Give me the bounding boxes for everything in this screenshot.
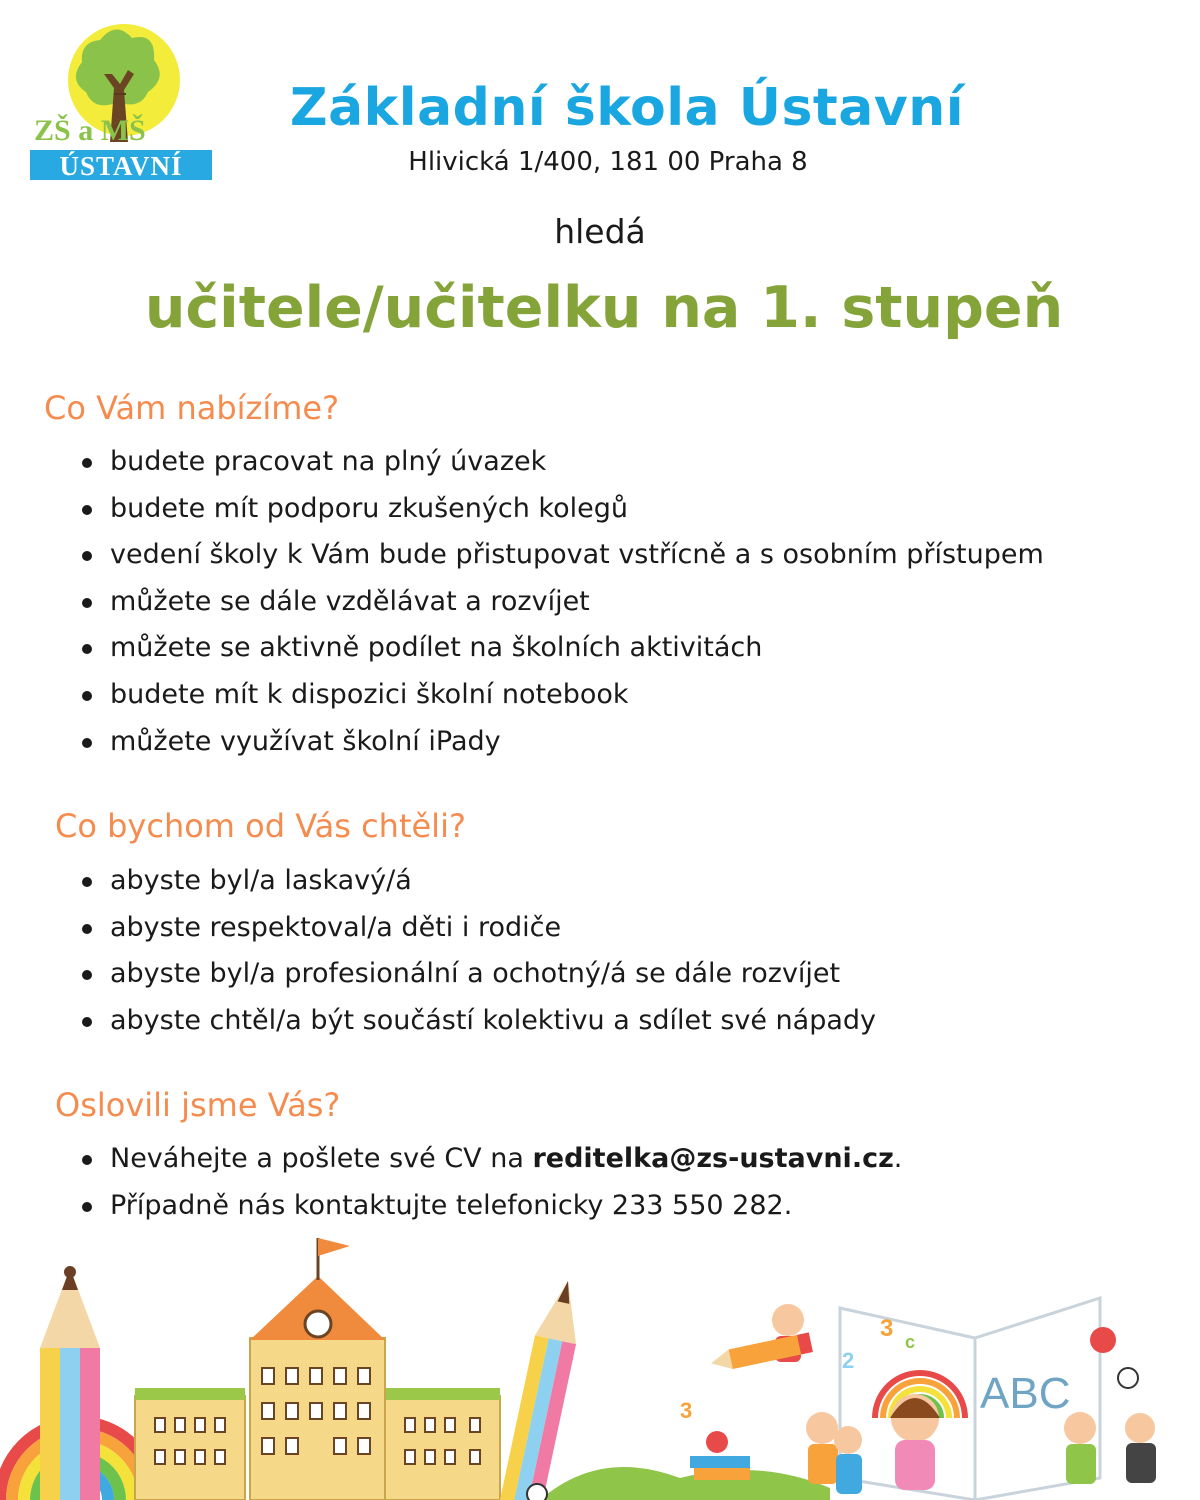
- list-item: abyste byl/a laskavý/á: [80, 865, 876, 912]
- contact-list: [80, 1143, 902, 1236]
- contact-heading: Oslovili jsme Vás?: [55, 1086, 341, 1124]
- list-item: abyste byl/a profesionální a ochotný/á se dále rozvíjet: [80, 958, 876, 1005]
- list-item: budete mít podporu zkušených kolegů: [80, 493, 1044, 540]
- number-decoration: 3: [680, 1398, 693, 1423]
- pencil-icon: [500, 1277, 589, 1500]
- list-item: abyste chtěl/a být součástí kolektivu a sdílet své nápady: [80, 1005, 876, 1052]
- offer-list: [80, 446, 1044, 772]
- offer-heading: Co Vám nabízíme?: [44, 389, 340, 427]
- list-item: můžete se dále vzdělávat a rozvíjet: [80, 586, 1044, 633]
- school-illustration: [0, 1228, 1200, 1500]
- book-letters: ABC: [980, 1369, 1071, 1418]
- logo-text-bottom: ÚSTAVNÍ: [59, 151, 183, 181]
- cv-prefix: Neváhejte a pošlete své CV na: [110, 1143, 533, 1174]
- want-heading: Co bychom od Vás chtěli?: [55, 807, 466, 845]
- pencil-icon: [709, 1332, 813, 1373]
- phone-line: Případně nás kontaktujte telefonicky 233 550 282.: [80, 1190, 902, 1237]
- list-item: budete mít k dispozici školní notebook: [80, 679, 1044, 726]
- list-item: budete pracovat na plný úvazek: [80, 446, 1044, 493]
- number-decoration: c: [905, 1332, 916, 1352]
- list-item: můžete se aktivně podílet na školních aktivitách: [80, 632, 1044, 679]
- school-name: Základní škola Ústavní: [289, 78, 965, 138]
- school-building-icon: [135, 1238, 500, 1500]
- logo-text-top: ZŠ a MŠ: [34, 114, 146, 147]
- email-link[interactable]: reditelka@zs-ustavni.cz: [532, 1143, 894, 1174]
- cv-line: [80, 1143, 902, 1190]
- school-address: Hlivická 1/400, 181 00 Praha 8: [408, 147, 808, 177]
- books-icon: [688, 1456, 752, 1492]
- cv-suffix: .: [893, 1143, 903, 1174]
- number-decoration: 3: [880, 1315, 894, 1342]
- want-list: [80, 865, 876, 1051]
- list-item: vedení školy k Vám bude přistupovat vstřícně a s osobním přístupem: [80, 539, 1044, 586]
- ball-icon: [1118, 1368, 1138, 1388]
- ball-icon: [527, 1484, 547, 1500]
- list-item: můžete využívat školní iPady: [80, 726, 1044, 773]
- position-title: učitele/učitelku na 1. stupeň: [144, 275, 1064, 341]
- seeks-label: hledá: [554, 212, 646, 251]
- pencil-icon: [40, 1266, 100, 1500]
- number-decoration: 2: [842, 1348, 855, 1373]
- list-item: abyste respektoval/a děti i rodiče: [80, 912, 876, 959]
